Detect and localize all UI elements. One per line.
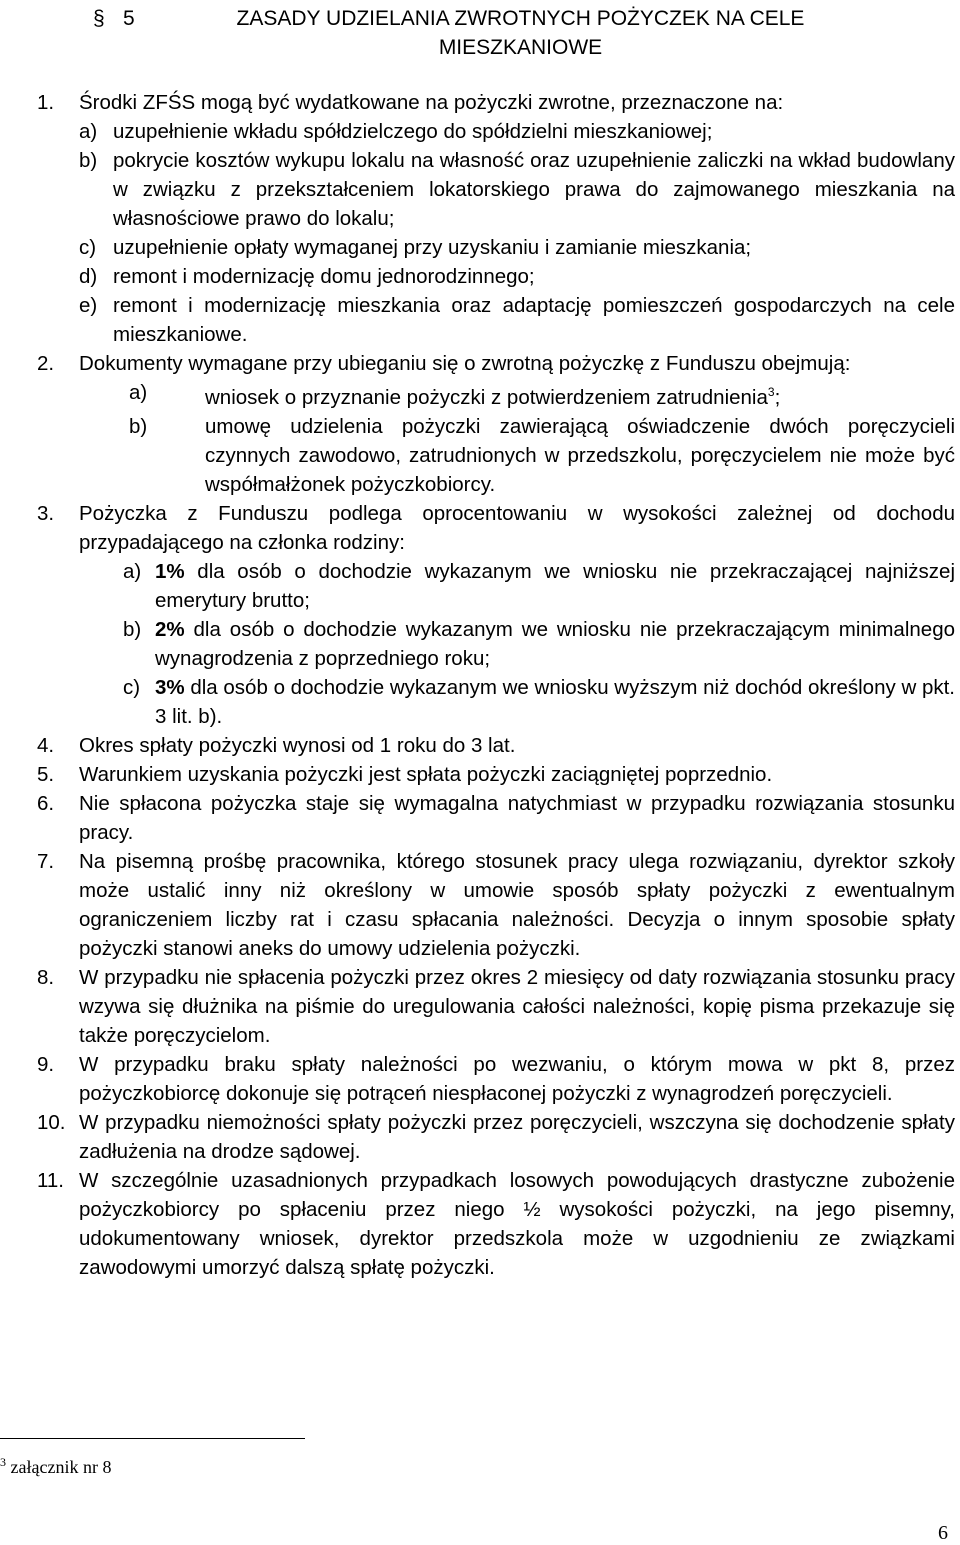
section-symbol: § [93,7,105,30]
list-item: 2. Dokumenty wymagane przy ubieganiu się o zwrotną pożyczkę z Funduszu obejmują: [37,352,851,375]
footnote-mark: 3 [0,1455,6,1469]
sub-item: b) umowę udzielenia pożyczki zawierającą oświadczenie dwóch poręczycieli czynnych zawodowo, zatrudnionych w przedszkolu, poręczycielem nie może być współmałżonek pożyczkobiorcy. [129,414,955,496]
section-body [37,88,955,1282]
list-item: 10. W przypadku niemożności spłaty pożyczki przez poręczycieli, wszczyna się dochodzenie spłaty zadłużenia na drodze sądowej. [37,1110,955,1163]
page-number: 6 [938,1522,948,1544]
sub-item: c) 3% dla osób o dochodzie wykazanym we wniosku wyższym niż dochód określony w pkt. 3 lit. b). [123,675,955,728]
list-item: 1. Środki ZFŚS mogą być wydatkowane na pożyczki zwrotne, przeznaczone na: [37,91,784,114]
list-item: 11. W szczególnie uzasadnionych przypadkach losowych powodujących drastyczne zubożenie pożyczkobiorcy po spłaceniu przez niego ½ wysokości pożyczki, na jego pisemny, udokumentowany wniosek, dyrektor przedszkola może w uzgodnieniu ze związkami zawodowymi umorzyć dalszą spłatę pożyczki. [37,1168,955,1279]
footnote-divider [0,1438,305,1439]
list-item: 7. Na pisemną prośbę pracownika, którego stosunek pracy ulega rozwiązaniu, dyrektor szkoły może ustalić inny niż określony w umowie sposób spłaty pożyczki z ewentualnym ograniczeniem liczby rat i czasu spłacania należności. Decyzja o innym sposobie spłaty pożyczki stanowi aneks do umowy udzielenia pożyczki. [37,849,955,960]
list-item: 3. Pożyczka z Funduszu podlega oprocentowaniu w wysokości zależnej od dochodu przypadającego na członka rodziny: [37,501,955,554]
list-item: 4. Okres spłaty pożyczki wynosi od 1 roku do 3 lat. [37,733,516,757]
sub-item: c) uzupełnienie opłaty wymaganej przy uzyskaniu i zamianie mieszkania; [79,236,752,259]
list-item: 8. W przypadku nie spłacenia pożyczki przez okres 2 miesięcy od daty rozwiązania stosunku pracy wzywa się dłużnika na piśmie do uregulowania całości należności, kopię pisma przekazuje się także poręczycielom. [37,965,955,1047]
footnote-reference: 3 [767,385,775,399]
footnote [0,1450,111,1479]
footnote-text: załącznik nr 8 [6,1457,112,1477]
sub-item: a) wniosek o przyznanie pożyczki z potwierdzeniem zatrudnienia$^3$; [129,381,781,409]
list-item: 6. Nie spłacona pożyczka staje się wymagalna natychmiast w przypadku rozwiązania stosunku pracy. [37,791,955,844]
sub-item: b) 2% dla osób o dochodzie wykazanym we wniosku nie przekraczającym minimalnego wynagrodzenia z poprzedniego roku; [123,617,955,670]
sub-item: d) remont i modernizację domu jednorodzinnego; [79,265,535,288]
list-item: 9. W przypadku braku spłaty należności po wezwaniu, o którym mowa w pkt 8, przez pożyczkobiorcę dokonuje się potrąceń niespłaconej pożyczki z wynagrodzeń poręczycieli. [37,1052,955,1105]
sub-item: a) uzupełnienie wkładu spółdzielczego do spółdzielni mieszkaniowej; [79,120,713,143]
sub-item: e) remont i modernizację mieszkania oraz adaptację pomieszczeń gospodarczych na cele mieszkaniowe. [79,294,955,346]
sub-item: a) 1% dla osób o dochodzie wykazanym we wniosku nie przekraczającej najniższej emerytury brutto; [123,559,955,612]
sub-item: b) pokrycie kosztów wykupu lokalu na własność oraz uzupełnienie zaliczki na wkład budowlany w związku z przekształceniem lokatorskiego prawa do zajmowanego mieszkania na własnościowe prawo do lokalu; [79,149,955,230]
section-heading [93,4,873,62]
section-title: ZASADY UDZIELANIA ZWROTNYCH POŻYCZEK NA CELE MIESZKANIOWE [236,7,805,59]
section-number: 5 [123,7,135,30]
list-item: 5. Warunkiem uzyskania pożyczki jest spłata pożyczki zaciągniętej poprzednio. [37,762,773,786]
